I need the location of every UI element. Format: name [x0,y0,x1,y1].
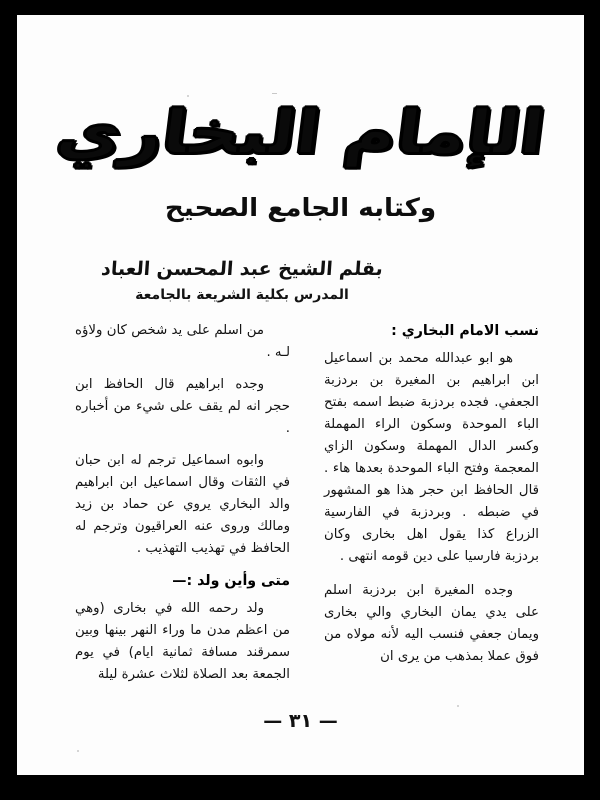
page-number: — ٣١ — [263,710,338,732]
scanned-page [17,15,584,775]
paragraph: وابوه اسماعيل ترجم له ابن حبان في الثقات وقال اسماعيل ابن ابراهيم والد البخاري يروي عن حماد بن زيد ومالك وروى عنه العراقيون وترجم له الحافظ في تهذيب التهذيب . [75,453,290,556]
paragraph: من اسلم على يد شخص كان ولاؤه لـه . [75,323,290,360]
section-heading-birth: متى وأين ولد :— [172,573,290,589]
paragraph: ولد رحمه الله في بخارى (وهي من اعظم مدن ما وراء النهر بينها وبين سمرقند مسافة ثمانية ايام) في يوم الجمعة بعد الصلاة لثلاث عشرة ليلة [75,601,290,682]
paragraph: هو ابو عبدالله محمد بن اسماعيل ابن ابراهيم بن المغيرة بن بردزبة الجعفي. فجده بردزبة ضبط اسمه بفتح الباء الموحدة وسكون الراء المهملة وكسر الدال المهملة وسكون الزاي المعجمة وفتح الباء الموحدة بعدها هاء . قال الحافظ ابن حجر هذا هو المشهور في ضبطه . وبردزبة في الفارسية الزراع كذا يقول اهل بخارى وكان بردزبة فارسيا على دين قومه انتهى . [324,351,539,564]
page-subtitle: وكتابه الجامع الصحيح [164,193,437,222]
byline-author: بقلم الشيخ عبد المحسن العباد [100,258,384,280]
body-column-left [75,320,290,686]
paragraph: وجده المغيرة ابن بردزبة اسلم على يدي يمان البخاري والي بخارى ويمان جعفي فنسب اليه لأنه مولاه من فوق عملا بمذهب من يرى ان [324,583,539,664]
section-heading-lineage: نسب الامام البخاري : [391,323,539,339]
byline-role: المدرس بكلية الشريعة بالجامعة [135,287,349,303]
page-title: الإمام البخاري [52,98,549,168]
scan-speck [77,750,79,752]
byline [77,258,407,303]
body-column-right [324,320,539,668]
masthead [17,15,584,230]
paragraph: وجده ابراهيم قال الحافظ ابن حجر انه لم يقف على شيء من أخباره . [75,377,290,436]
body-columns [17,320,584,715]
